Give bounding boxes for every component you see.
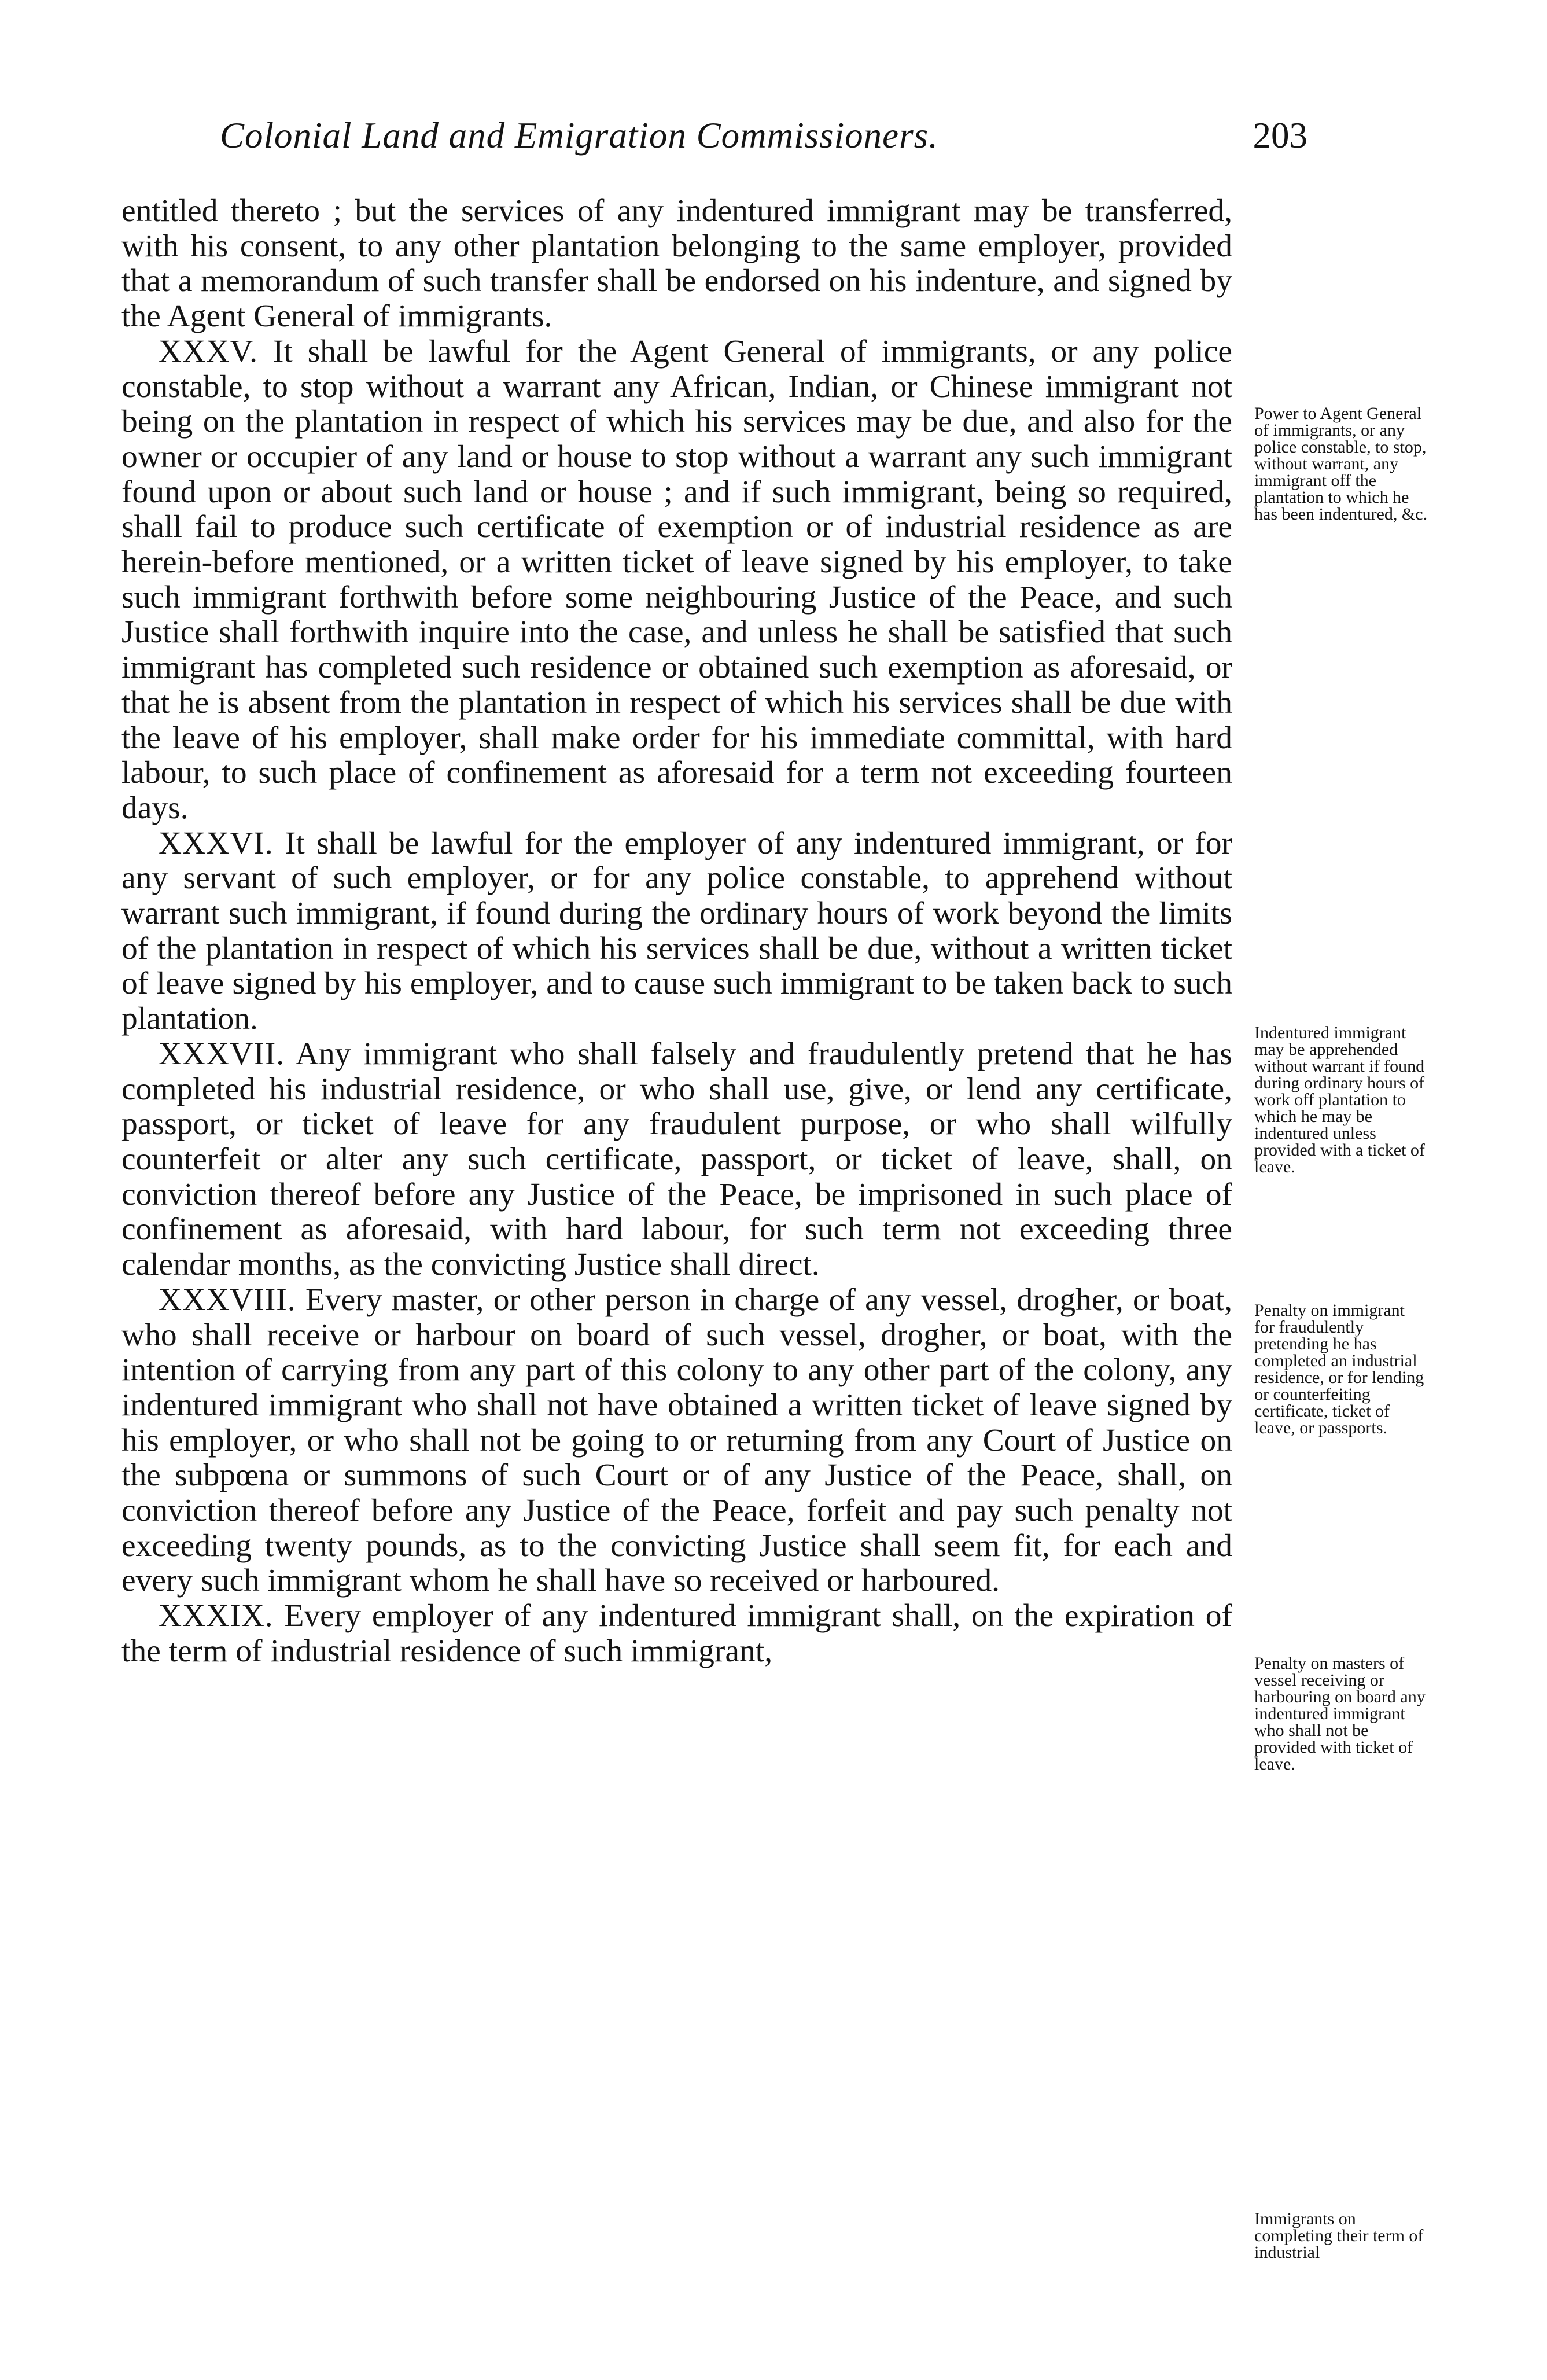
marginal-note-text: Power to Agent General of immigrants, or any police constable, to stop, without warrant, any immigrant off the plantation to which he has been indentured, &c.	[1254, 404, 1428, 524]
marginal-note-text: Indentured immigrant may be apprehended without warrant if found during ordinary hours of work off plantation to which he may be indentured unless provided with a ticket of leave.	[1254, 1023, 1425, 1176]
paragraph-text: It shall be lawful for the Agent General of immigrants, or any police constable, to stop without a warrant any African, Indian, or Chinese immigrant not being on the plantation in respect of which his services may be due, and also for the owner or occupier of any land or house to stop without a warrant any such immigrant found upon or about such land or house ; and if such immigrant, being so required, shall fail to produce such certificate of exemption or of industrial residence as are herein-before mentioned, or a written ticket of leave signed by his employer, to take such immigrant forthwith before some neighbouring Justice of the Peace, and such Justice shall forthwith inquire into the case, and unless he shall be satisfied that such immigrant has completed such residence or obtained such exemption as aforesaid, or that he is absent from the plantation in respect of which his services shall be due with the leave of his employer, shall make order for his immediate committal, with hard labour, to such place of confinement as aforesaid for a term not exceeding fourteen days.	[121, 333, 1232, 826]
section-number: XXXVII.	[159, 1036, 285, 1072]
marginal-note-text: Immigrants on completing their term of industrial	[1254, 2209, 1424, 2262]
paragraph-text: Every master, or other person in charge of any vessel, drogher, or boat, who shall receive or harbour on board of such vessel, drogher, or boat, with the intention of carrying from any part of this colony to any other part of the colony, any indentured immigrant who shall not have obtained a written ticket of leave signed by his employer, or who shall not be going to or returning from any Court of Justice on the subpœna or summons of such Court or of any Justice of the Peace, shall, on conviction thereof before any Justice of the Peace, forfeit and pay such penalty not exceeding twenty pounds, as to the convicting Justice shall seem fit, for each and every such immigrant whom he shall have so received or harboured.	[121, 1282, 1233, 1599]
section-36	[121, 826, 1232, 1037]
page-number: 203	[1253, 115, 1307, 156]
section-number: XXXVI.	[159, 825, 274, 861]
paragraph-continuation	[121, 194, 1232, 334]
section-number: XXXVIII.	[159, 1282, 296, 1318]
section-37	[121, 1037, 1232, 1283]
marginal-note-36	[1254, 1024, 1428, 1175]
marginal-note-text: Penalty on masters of vessel receiving or harbouring on board any indentured immigrant who shall not be provided with ticket of leave.	[1254, 1654, 1426, 1774]
body-text	[121, 194, 1232, 1669]
paragraph-text: Every employer of any indentured immigrant shall, on the expiration of the term of industrial residence of such immigrant,	[121, 1598, 1233, 1669]
marginal-note-39	[1254, 2210, 1428, 2261]
marginal-note-38	[1254, 1655, 1428, 1772]
running-header	[220, 115, 1307, 178]
section-39	[121, 1599, 1232, 1669]
running-title: Colonial Land and Emigration Commissioners.	[220, 115, 938, 156]
paragraph-text: It shall be lawful for the employer of any indentured immigrant, or for any servant of such employer, or for any police constable, to apprehend without warrant such immigrant, if found during the ordinary hours of work beyond the limits of the plantation in respect of which his services shall be due, without a written ticket of leave signed by his employer, and to cause such immigrant to be taken back to such plantation.	[121, 825, 1232, 1037]
paragraph-text: entitled thereto ; but the services of any indentured immigrant may be transferred, with his consent, to any other plantation belonging to the same employer, provided that a memorandum of such transfer shall be endorsed on his indenture, and signed by the Agent General of immigrants.	[121, 193, 1232, 334]
section-number: XXXV.	[159, 333, 259, 369]
section-38	[121, 1283, 1232, 1599]
marginal-note-37	[1254, 1302, 1428, 1436]
section-number: XXXIX.	[159, 1598, 274, 1634]
paragraph-text: Any immigrant who shall falsely and fraudulently pretend that he has completed his industrial residence, or who shall use, give, or lend any certificate, passport, or ticket of leave for any fraudulent purpose, or who shall wilfully counterfeit or alter any such certificate, passport, or ticket of leave, shall, on conviction thereof before any Justice of the Peace, be imprisoned in such place of confinement as aforesaid, with hard labour, for such term not exceeding three calendar months, as the convicting Justice shall direct.	[121, 1036, 1232, 1283]
marginal-note-35	[1254, 405, 1428, 523]
section-35	[121, 334, 1232, 826]
marginal-note-text: Penalty on immigrant for fraudulently pretending he has completed an industrial residence, or for lending or counterfeiting certificate, ticket of leave, or passports.	[1254, 1301, 1424, 1437]
